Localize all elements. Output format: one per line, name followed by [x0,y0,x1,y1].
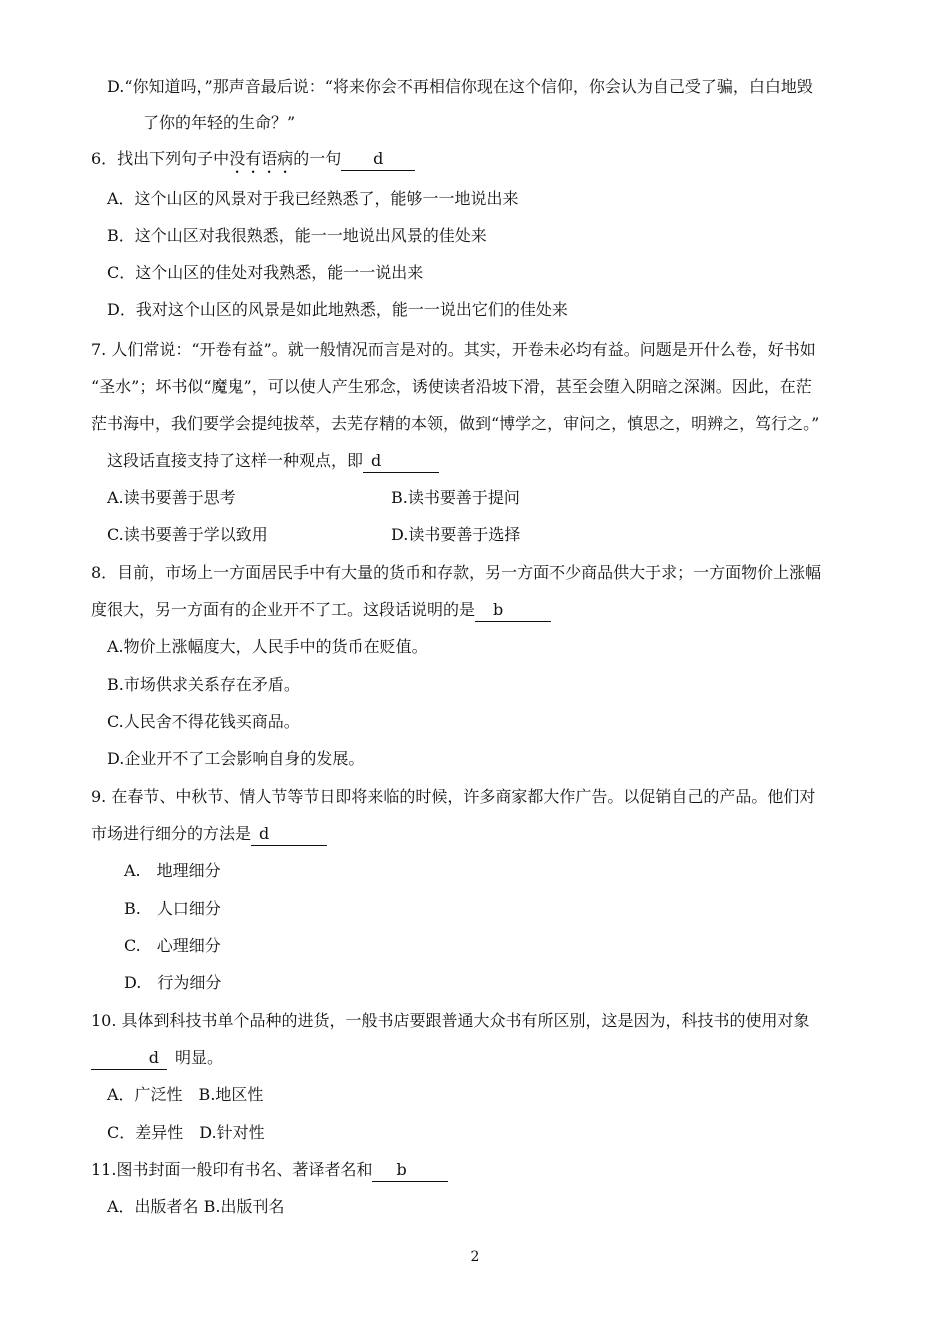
q10-answer-blank: d [91,1047,167,1070]
q8-option-b: B.市场供求关系存在矛盾。 [107,675,300,694]
q10-stem-line1: 10. 具体到科技书单个品种的进货，一般书店要跟普通大众书有所区别，这是因为，科技书的使用对象 [91,1011,810,1030]
q9-option-b: B. 人口细分 [124,899,221,918]
q9-option-d: D. 行为细分 [124,973,222,992]
q6-stem-post: 的一句 [293,149,342,168]
q9-stem-line2 [91,823,327,846]
q8-answer-blank: b [475,599,551,622]
q7-option-b: B.读书要善于提问 [391,488,520,507]
page-number: 2 [470,1249,480,1265]
q7-option-d: D.读书要善于选择 [391,525,521,544]
q7-answer-blank: d [363,450,439,473]
q10-options-line1: A．广泛性 B.地区性 [107,1085,264,1104]
q6-option-c: C．这个山区的佳处对我熟悉，能一一说出来 [107,263,424,282]
q10-stem-line2 [91,1047,223,1070]
q7-stem-line2: “圣水”；坏书似“魔鬼”，可以使人产生邪念，诱使读者沿坡下滑，甚至会堕入阴暗之深渊。因此，在茫 [91,377,812,396]
q9-stem-line1: 9. 在春节、中秋节、情人节等节日即将来临的时候，许多商家都大作广告。以促销自己的产品。他们对 [91,787,816,806]
q6-stem [91,148,415,177]
q6-answer-blank: d [341,148,415,171]
q5-option-d-line2: 了你的年轻的生命？” [143,113,296,132]
q8-option-d: D.企业开不了工会影响自身的发展。 [107,749,365,768]
q7-option-c: C.读书要善于学以致用 [107,525,268,544]
q9-option-a: A. 地理细分 [124,861,221,880]
q7-option-a: A.读书要善于思考 [107,488,236,507]
q7-stem-line1: 7. 人们常说：“开卷有益”。就一般情况而言是对的。其实，开卷未必均有益。问题是开什么卷，好书如 [91,340,816,359]
q10-stem-tail: 明显。 [175,1048,224,1067]
q9-answer-blank: d [251,823,327,846]
q6-option-b: B．这个山区对我很熟悉，能一一地说出风景的佳处来 [107,226,487,245]
q11-stem [91,1159,448,1182]
q9-stem-text: 市场进行细分的方法是 [91,824,252,843]
q8-option-c: C.人民舍不得花钱买商品。 [107,712,300,731]
q7-stem-line4 [107,450,439,473]
q10-options-line2: C．差异性 D.针对性 [107,1123,265,1142]
q8-option-a: A.物价上涨幅度大，人民手中的货币在贬值。 [107,637,428,656]
q11-stem-text: 11.图书封面一般印有书名、著译者名和 [91,1160,373,1179]
q11-options-line1: A．出版者名 B.出版刊名 [107,1197,285,1216]
q8-stem-line1: 8．目前，市场上一方面居民手中有大量的货币和存款，另一方面不少商品供大于求；一方面物价上涨幅 [91,563,822,582]
q8-stem-text: 度很大，另一方面有的企业开不了工。这段话说明的是 [91,600,476,619]
q6-option-d: D．我对这个山区的风景是如此地熟悉，能一一说出它们的佳处来 [107,300,568,319]
q9-option-c: C. 心理细分 [124,936,221,955]
q6-option-a: A．这个山区的风景对于我已经熟悉了，能够一一地说出来 [107,189,519,208]
q6-stem-pre: 6．找出下列句子中 [91,149,230,168]
q6-stem-emphasis: 没有语病 [229,149,294,168]
q7-stem-text: 这段话直接支持了这样一种观点，即 [107,451,364,470]
q7-stem-line3: 茫书海中，我们要学会提纯拔萃，去芜存精的本领，做到“博学之，审问之，慎思之，明辨之，笃行之。” [91,414,820,433]
q8-stem-line2 [91,599,551,622]
q11-answer-blank: b [372,1159,448,1182]
q5-option-d-line1: D.“你知道吗，”那声音最后说：“将来你会不再相信你现在这个信仰，你会认为自己受了骗，白白地毁 [107,77,813,96]
